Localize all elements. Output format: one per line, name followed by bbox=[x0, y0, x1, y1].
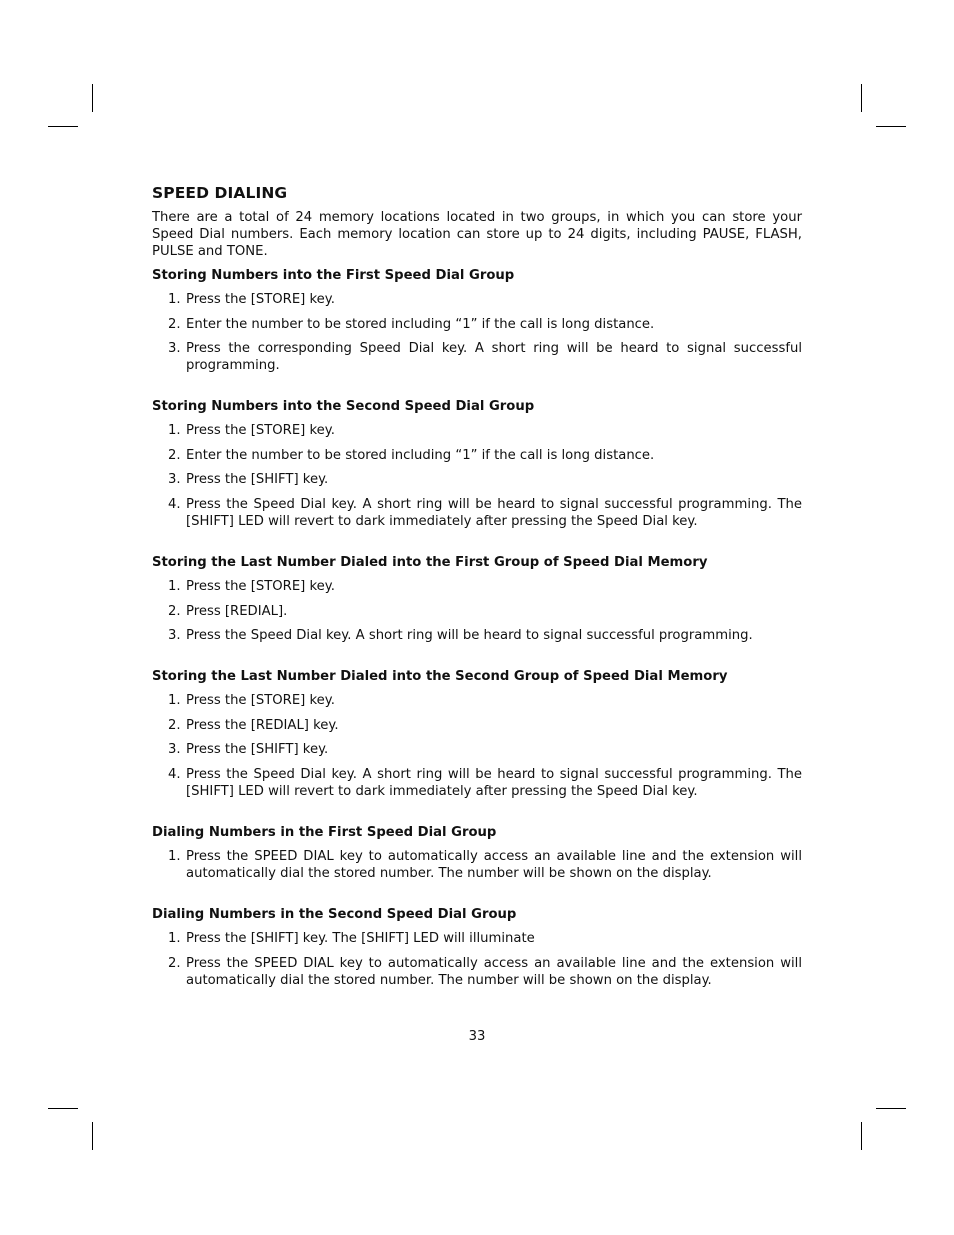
steps-list bbox=[152, 578, 802, 644]
crop-mark bbox=[92, 1122, 93, 1150]
step-item bbox=[152, 955, 802, 989]
step-text: Press the [STORE] key. bbox=[186, 423, 335, 439]
step-number: 2. bbox=[168, 316, 181, 332]
sections-container bbox=[152, 267, 802, 989]
step-number: 2. bbox=[168, 603, 181, 619]
step-text: Press the [SHIFT] key. The [SHIFT] LED will illuminate bbox=[186, 930, 535, 946]
step-number: 3. bbox=[168, 472, 181, 488]
step-item bbox=[152, 627, 802, 644]
step-item bbox=[152, 741, 802, 758]
step-item bbox=[152, 848, 802, 882]
section bbox=[152, 267, 802, 374]
page-title: SPEED DIALING bbox=[152, 184, 288, 202]
step-number: 1. bbox=[168, 930, 181, 946]
steps-list bbox=[152, 422, 802, 530]
step-item bbox=[152, 447, 802, 464]
section-heading: Dialing Numbers in the First Speed Dial Group bbox=[152, 824, 497, 840]
step-number: 2. bbox=[168, 447, 181, 463]
steps-list bbox=[152, 930, 802, 989]
section bbox=[152, 398, 802, 530]
step-number: 1. bbox=[168, 693, 181, 709]
section bbox=[152, 668, 802, 800]
intro-paragraph: There are a total of 24 memory locations located in two groups, in which you can store your Speed Dial numbers. Each memory location can store up to 24 digits, including PAUSE, FLASH, PULSE and TONE. bbox=[152, 210, 802, 259]
section-heading: Storing the Last Number Dialed into the Second Group of Speed Dial Memory bbox=[152, 669, 728, 685]
step-text: Press the [STORE] key. bbox=[186, 693, 335, 709]
step-item bbox=[152, 422, 802, 439]
crop-mark bbox=[861, 1122, 862, 1150]
step-number: 2. bbox=[168, 955, 181, 971]
step-text: Press the Speed Dial key. A short ring will be heard to signal successful programming. bbox=[186, 628, 753, 644]
step-item bbox=[152, 930, 802, 947]
crop-mark bbox=[92, 84, 93, 112]
page-content bbox=[152, 184, 802, 989]
step-text: Press the [STORE] key. bbox=[186, 292, 335, 307]
step-item bbox=[152, 340, 802, 374]
step-number: 3. bbox=[168, 742, 181, 758]
step-item bbox=[152, 692, 802, 709]
step-item bbox=[152, 578, 802, 595]
crop-mark bbox=[48, 126, 78, 127]
crop-mark bbox=[876, 126, 906, 127]
step-text: Press the SPEED DIAL key to automatically access an available line and the extension will automatically dial the stored number. The number will be shown on the display. bbox=[186, 955, 802, 988]
step-number: 4. bbox=[168, 766, 181, 782]
section-heading: Storing the Last Number Dialed into the First Group of Speed Dial Memory bbox=[152, 554, 708, 570]
step-text: Press the [SHIFT] key. bbox=[186, 742, 329, 758]
step-text: Press [REDIAL]. bbox=[186, 603, 288, 619]
section bbox=[152, 824, 802, 882]
step-item bbox=[152, 603, 802, 620]
step-text: Enter the number to be stored including “1” if the call is long distance. bbox=[186, 447, 655, 463]
steps-list bbox=[152, 848, 802, 882]
step-item bbox=[152, 316, 802, 333]
step-text: Press the corresponding Speed Dial key. A short ring will be heard to signal successful programming. bbox=[186, 341, 802, 374]
step-text: Press the Speed Dial key. A short ring will be heard to signal successful programming. The [SHIFT] LED will revert to dark immediately after pressing the Speed Dial key. bbox=[186, 496, 802, 529]
step-item bbox=[152, 717, 802, 734]
steps-list bbox=[152, 291, 802, 374]
section-heading: Dialing Numbers in the Second Speed Dial Group bbox=[152, 906, 517, 922]
section bbox=[152, 906, 802, 989]
crop-mark bbox=[861, 84, 862, 112]
page-number: 33 bbox=[468, 1029, 486, 1044]
step-text: Press the [SHIFT] key. bbox=[186, 472, 329, 488]
step-text: Press the [REDIAL] key. bbox=[186, 717, 339, 733]
step-text: Press the Speed Dial key. A short ring will be heard to signal successful programming. The [SHIFT] LED will revert to dark immediately after pressing the Speed Dial key. bbox=[186, 766, 802, 799]
section-heading: Storing Numbers into the First Speed Dial Group bbox=[152, 268, 515, 283]
step-number: 2. bbox=[168, 717, 181, 733]
step-number: 3. bbox=[168, 341, 181, 357]
step-item bbox=[152, 471, 802, 488]
step-number: 1. bbox=[168, 292, 181, 307]
steps-list bbox=[152, 692, 802, 800]
step-number: 1. bbox=[168, 578, 181, 594]
step-item bbox=[152, 496, 802, 530]
step-number: 3. bbox=[168, 628, 181, 644]
crop-mark bbox=[876, 1108, 906, 1109]
crop-mark bbox=[48, 1108, 78, 1109]
step-number: 1. bbox=[168, 423, 181, 439]
section-heading: Storing Numbers into the Second Speed Dial Group bbox=[152, 399, 535, 415]
section bbox=[152, 554, 802, 644]
step-number: 1. bbox=[168, 848, 181, 864]
step-text: Press the [STORE] key. bbox=[186, 578, 335, 594]
step-text: Enter the number to be stored including “1” if the call is long distance. bbox=[186, 316, 655, 332]
step-number: 4. bbox=[168, 496, 181, 512]
step-item bbox=[152, 291, 802, 308]
step-item bbox=[152, 766, 802, 800]
step-text: Press the SPEED DIAL key to automatically access an available line and the extension will automatically dial the stored number. The number will be shown on the display. bbox=[186, 848, 802, 881]
